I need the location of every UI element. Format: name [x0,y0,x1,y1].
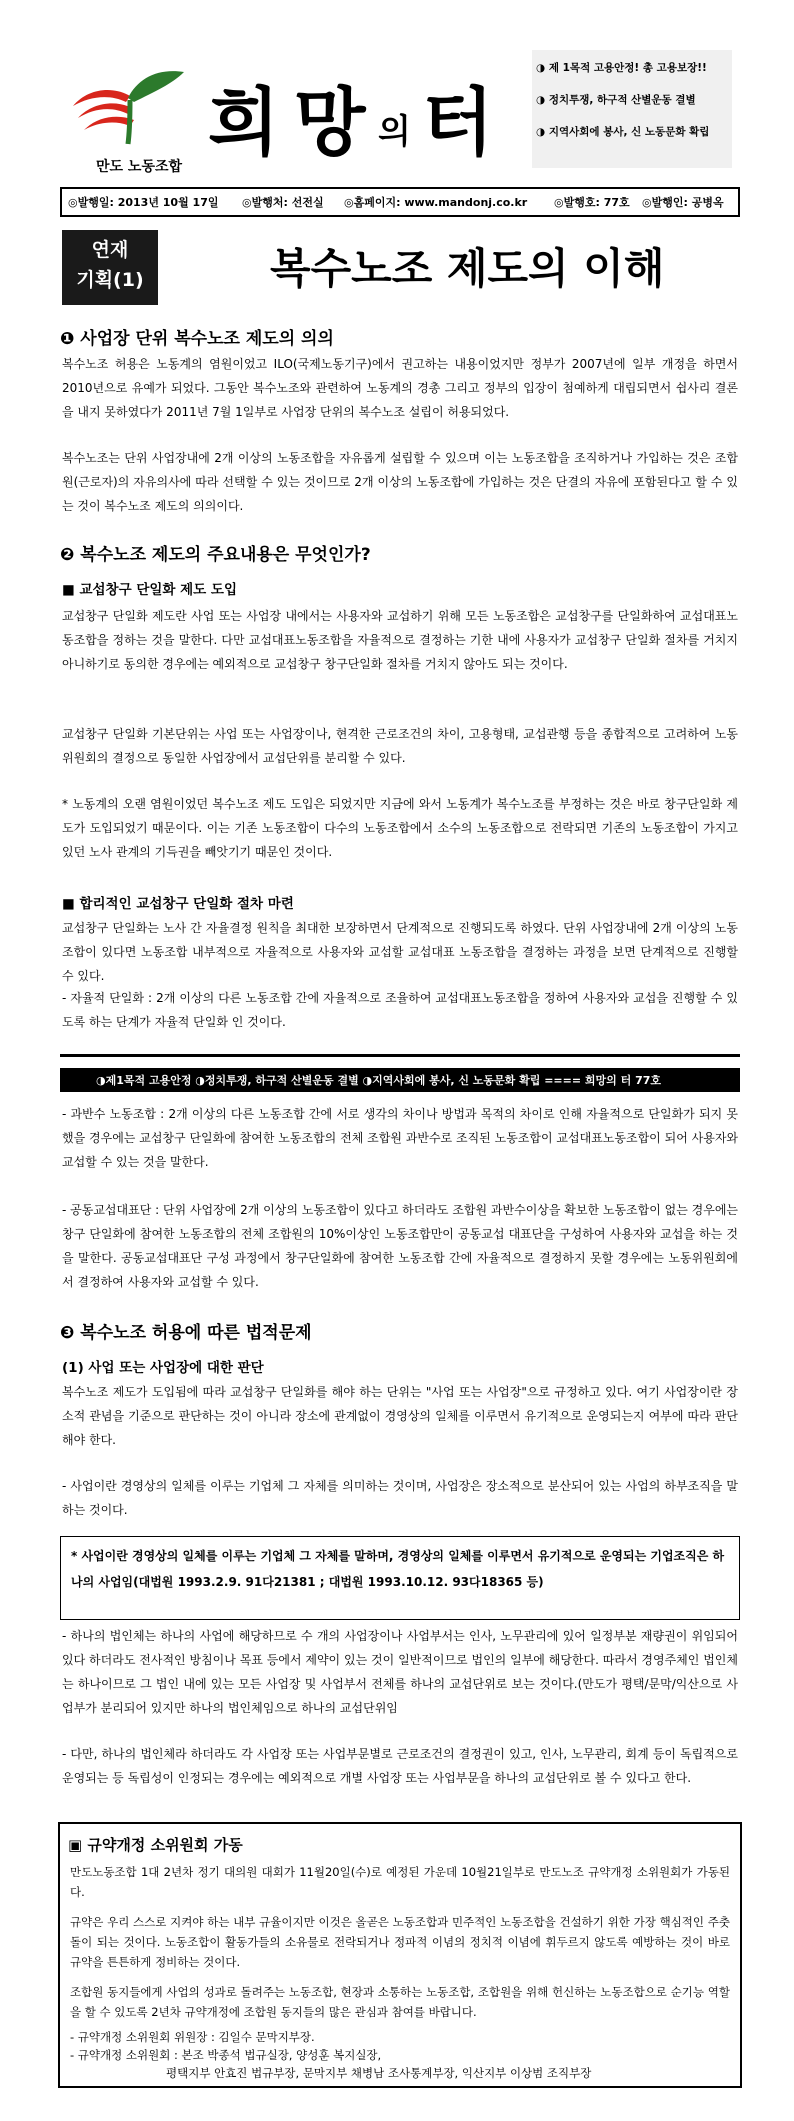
series-badge-line2: 기획(1) [76,269,144,291]
issue-homepage[interactable]: ◎홈페이지: www.mandonj.co.kr [344,196,528,209]
issue-editor: ◎발행인: 공병옥 [642,196,724,209]
section-1-para-1: 복수노조 허용은 노동계의 염원이었고 ILO(국제노동기구)에서 권고하는 내용이었지만 정부가 2007년에 일부 개정을 하면서 2010년으로 유예가 되었다. 그동안 복수노조와 관련하여 노동계의 경총 그리고 정부의 입장이 첨예하게 대립되면서 쉽사리 결론을 내지 못하였다가 2011년 7월 1일부로 사업장 단위의 복수노조 설립이 허용되었다. [62,357,738,419]
union-logo-icon [68,58,188,148]
masthead [60,50,740,180]
notice-para-2: 규약은 우리 스스로 지켜야 하는 내부 규율이지만 이것은 올곧은 노동조합과 민주적인 노동조합을 건설하기 위한 가장 핵심적인 주춧돌이 되는 것이다. 노동조합이 활동가들의 소유물로 전락되거나 정파적 이념의 정치적 이념에 휘두르지 않도록 예방하는 것이 바로 규약을 튼튼하게 정비하는 것이다. [70,1915,730,1969]
section-3-para-2: - 사업이란 경영상의 일체를 이루는 기업체 그 자체를 의미하는 것이며, 사업장은 장소적으로 분산되어 있는 사업의 하부조직을 말하는 것이다. [62,1479,738,1517]
slogan-banner [60,1068,740,1092]
issue-info-bar [60,187,740,217]
title-char-3: 의 [378,112,411,152]
section-2-para-2: 교섭창구 단일화 기본단위는 사업 또는 사업장이나, 현격한 근로조건의 차이, 고용형태, 교섭관행 등을 종합적으로 고려하여 노동위원회의 결정으로 동일한 사업장에서 교섭단위를 분리할 수 있다. [62,727,738,765]
notice-para-3: 조합원 동지들에게 사업의 성과로 돌려주는 노동조합, 현장과 소통하는 노동조합, 조합원을 위해 헌신하는 노동조합으로 순기능 역할을 할 수 있도록 2년차 규약개정에 조합원 동지들의 많은 관심과 참여를 바랍니다. [70,1985,730,2019]
precedent-text: * 사업이란 경영상의 일체를 이루는 기업체 그 자체를 말하며, 경영상의 일체를 이루면서 유기적으로 운영되는 기업조직은 하나의 사업임(대법원 1993.2.9. 91다21381 ; 대법원 1993.10.12. 93다18365 등) [71,1549,725,1589]
section-2-para-5: - 자율적 단일화 : 2개 이상의 다른 노동조합 간에 자율적으로 조율하여 교섭대표노동조합을 정하여 사용자와 교섭을 진행할 수 있도록 하는 단계가 자율적 단일화 인 것이다. [62,991,738,1029]
section-3-title: ❸ 복수노조 허용에 따른 법적문제 [60,1323,312,1343]
title-char-4: 터 [422,80,494,166]
section-1-para-2: 복수노조는 단위 사업장내에 2개 이상의 노동조합을 자유롭게 설립할 수 있으며 이는 노동조합을 조직하거나 가입하는 것은 조합원(근로자)의 자유의사에 따라 선택할 수 있는 것이므로 2개 이상의 노동조합에 가입하는 것은 단결의 자유에 포함된다고 할 수 있는 것이 복수노조 제도의 의의이다. [62,451,738,513]
issue-publisher: ◎발행처: 선전실 [242,196,324,209]
section-2-sub-1: ■ 교섭창구 단일화 제도 도입 [62,582,238,598]
slogan-banner-text: ◑제1목적 고용안정 ◑정치투쟁, 하구적 산별운동 결별 ◑지역사회에 봉사, 신 노동문화 확립 ==== 희망의 터 77호 [96,1074,662,1087]
title-char-2: 망 [294,80,366,166]
page-divider [60,1054,740,1057]
section-3-para-1: 복수노조 제도가 도입됨에 따라 교섭창구 단일화를 해야 하는 단위는 "사업 또는 사업장"으로 규정하고 있다. 여기 사업장이란 장소적 관념을 기준으로 판단하는 것이 아니라 장소에 관계없이 경영상의 일체를 이루면서 유기적으로 운영되는지 여부에 따라 판단해야 한다. [62,1385,738,1447]
slogan-2: ◑ 정치투쟁, 하구적 산별운동 결별 [536,94,696,106]
union-name: 만도 노동조합 [96,159,183,175]
series-badge-line1: 연재 [91,239,129,261]
section-3-sub-1: (1) 사업 또는 사업장에 대한 판단 [62,1360,264,1376]
notice-member-item: - 규약개정 소위원회 : 본조 박종석 법규실장, 양성훈 복지실장, [70,2048,382,2062]
notice-member-item: 평택지부 안효진 법규부장, 문막지부 채병남 조사통계부장, 익산지부 이상범 조직부장 [166,2066,592,2080]
section-3-para-4: - 다만, 하나의 법인체라 하더라도 각 사업장 또는 사업부문별로 근로조건의 결정권이 있고, 인사, 노무관리, 회계 등이 독립적으로 운영되는 등 독립성이 인정되는 경우에는 예외적으로 개별 사업장 또는 사업부문을 하나의 교섭단위로 볼 수 있다고 한다. [62,1747,738,1785]
section-2b-para-1: - 과반수 노동조합 : 2개 이상의 다른 노동조합 간에 서로 생각의 차이나 방법과 목적의 차이로 인해 자율적으로 단일화가 되지 못했을 경우에는 교섭창구 단일화에 참여한 노동조합의 전체 조합원 과반수로 조직된 노동조합이 교섭대표노동조합이 되어 사용자와 교섭할 수 있는 것을 말한다. [62,1107,738,1169]
section-3-para-3: - 하나의 법인체는 하나의 사업에 해당하므로 수 개의 사업장이나 사업부서는 인사, 노무관리에 있어 일정부분 재량권이 위임되어 있다 하더라도 전사적인 방침이나 목표 등에서 제약이 있는 것이 일반적이므로 법인의 일부에 해당한다. 따라서 경영주체인 법인체는 하나이므로 그 법인 내에 있는 모든 사업장 및 사업부서 전체를 하나의 교섭단위로 보는 것이다.(만도가 평택/문막/익산으로 사업부가 분리되어 있지만 하나의 법인체임으로 하나의 교섭단위임 [62,1629,738,1715]
series-badge [62,230,158,305]
notice-title: ▣ 규약개정 소위원회 가동 [68,1836,243,1854]
issue-date: ◎발행일: 2013년 10월 17일 [68,196,219,209]
slogan-3: ◑ 지역사회에 봉사, 신 노동문화 확립 [536,126,710,138]
article-title: 복수노조 제도의 이해 [270,244,665,293]
section-2-sub-2: ■ 합리적인 교섭창구 단일화 절차 마련 [62,896,294,912]
notice-para-1: 만도노동조합 1대 2년차 정기 대의원 대회가 11월20일(수)로 예정된 가운데 10월21일부로 만도노조 규약개정 소위원회가 가동된다. [70,1865,730,1899]
section-2-title: ❷ 복수노조 제도의 주요내용은 무엇인가? [60,545,371,565]
title-char-1: 희 [208,80,280,166]
issue-number: ◎발행호: 77호 [554,196,630,209]
section-2-para-1: 교섭창구 단일화 제도란 사업 또는 사업장 내에서는 사용자와 교섭하기 위해 모든 노동조합은 교섭창구를 단일화하여 교섭대표노동조합을 정하는 것을 말한다. 다만 교섭대표노동조합을 자율적으로 결정하는 기한 내에 사용자가 교섭창구 단일화 절차를 거치지 아니하기로 동의한 경우에는 예외적으로 교섭창구 창구단일화 절차를 거치지 않아도 되는 것이다. [62,609,738,671]
section-2-para-4: 교섭창구 단일화는 노사 간 자율결정 원칙을 최대한 보장하면서 단계적으로 진행되도록 하였다. 단위 사업장내에 2개 이상의 노동조합이 있다면 노동조합 내부적으로 자율적으로 사용자와 교섭할 교섭대표 노동조합을 결정하는 과정을 보면 단계적으로 진행할 수 있다. [62,921,738,983]
precedent-box [60,1536,740,1620]
notice-box [58,1822,742,2088]
section-1-title: ❶ 사업장 단위 복수노조 제도의 의의 [60,329,334,349]
notice-member-list [70,2028,591,2082]
section-2-para-3: * 노동계의 오랜 염원이었던 복수노조 제도 도입은 되었지만 지금에 와서 노동계가 복수노조를 부정하는 것은 바로 창구단일화 제도가 도입되었기 때문이다. 이는 기존 노동조합이 다수의 노동조합에서 소수의 노동조합으로 전락되면 기존의 노동조합이 가지고 있던 노사 관계의 기득권을 빼앗기기 때문인 것이다. [62,797,738,859]
slogan-box [532,50,732,168]
notice-member-item: - 규약개정 소위원회 위원장 : 김일수 문막지부장. [70,2030,315,2044]
slogan-1: ◑ 제 1목적 고용안정! 총 고용보장!! [536,62,707,74]
section-2b-para-2: - 공동교섭대표단 : 단위 사업장에 2개 이상의 노동조합이 있다고 하더라도 조합원 과반수이상을 확보한 노동조합이 없는 경우에는 창구 단일화에 참여한 노동조합의 전체 조합원의 10%이상인 노동조합만이 공동교섭 대표단을 구성하여 사용자와 교섭을 하는 것을 말한다. 공동교섭대표단 구성 과정에서 창구단일화에 참여한 노동조합 간에 자율적으로 결정하지 못할 경우에는 노동위원회에서 결정하여 사용자와 교섭할 수 있다. [62,1203,739,1289]
